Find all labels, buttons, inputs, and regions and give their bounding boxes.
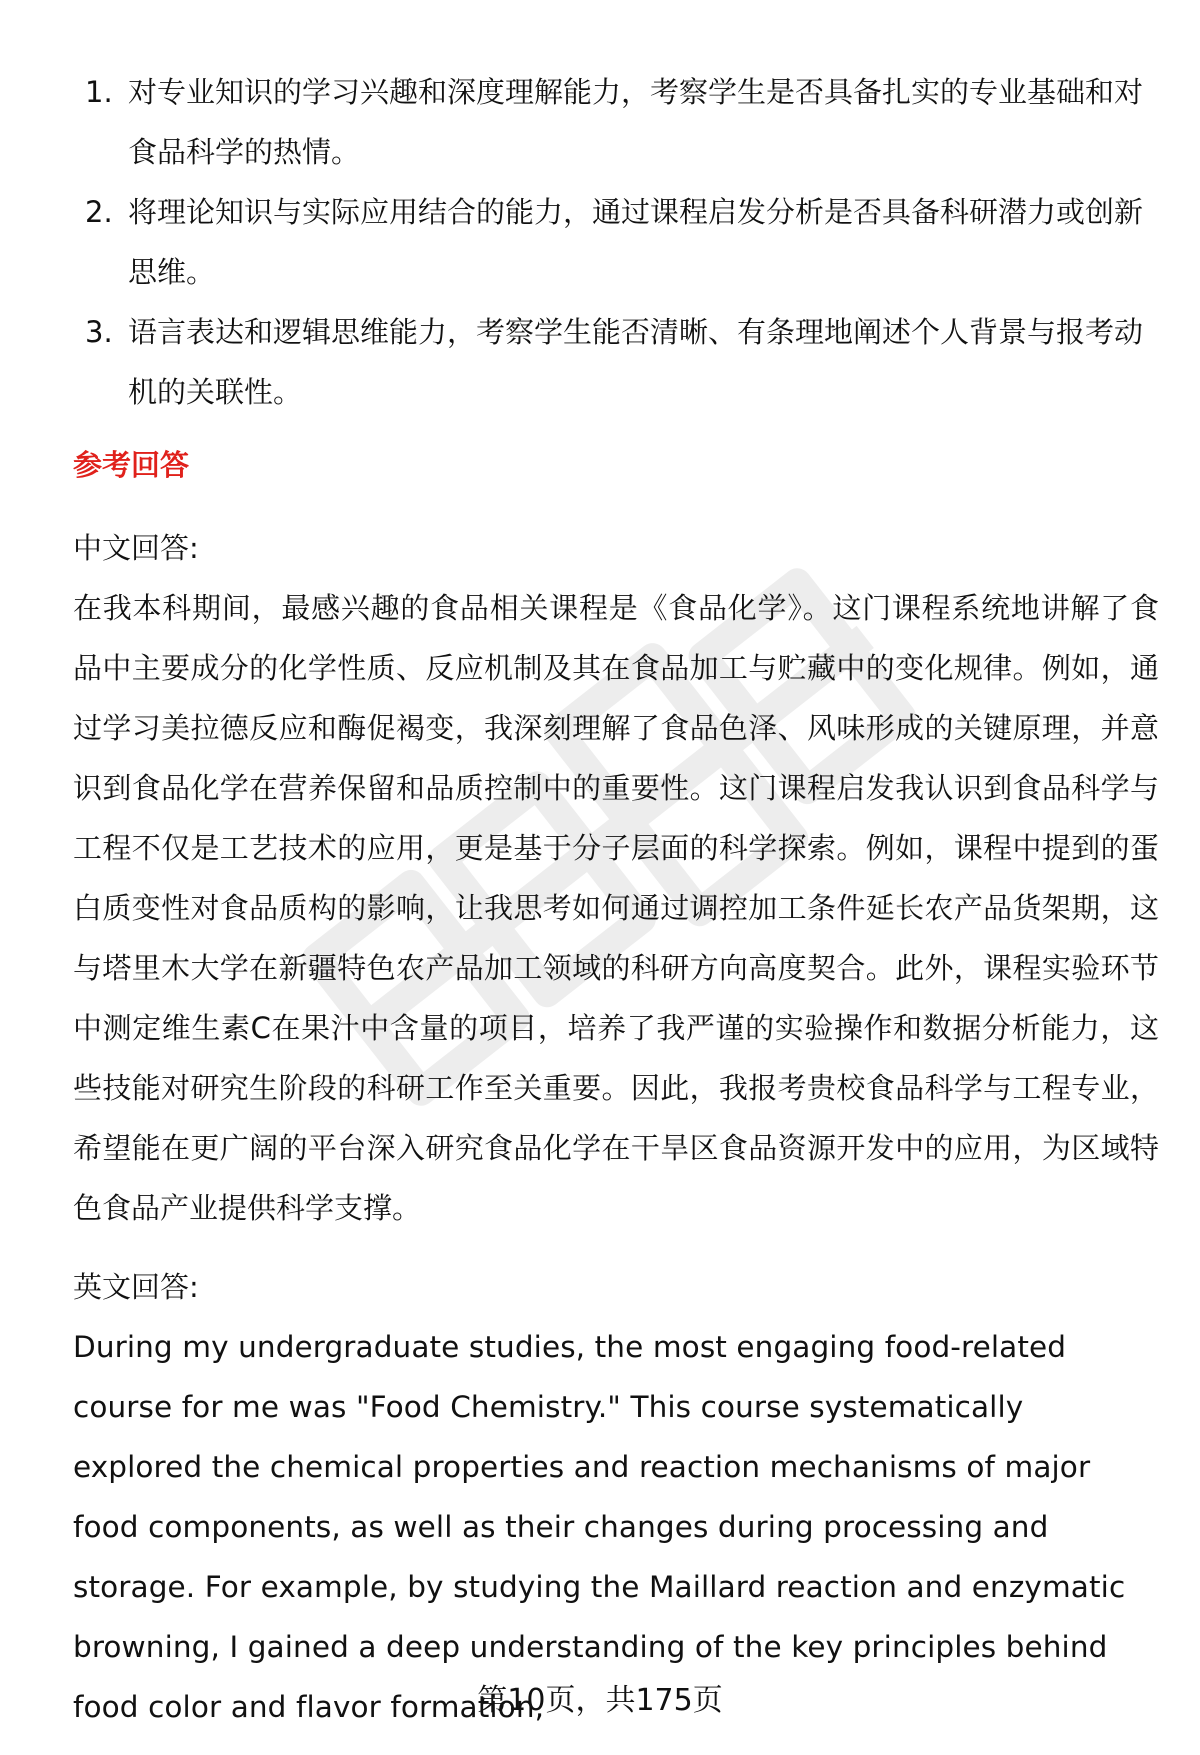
list-item xyxy=(75,182,1155,302)
page-number-footer: 第10页，共175页 xyxy=(477,1683,723,1718)
chinese-answer-label: 中文回答: xyxy=(73,531,199,565)
list-number: 2. xyxy=(85,195,113,229)
english-answer-paragraph: During my undergraduate studies, the most engaging food-related course for me was "Food Chemistry." This course systematically explored the chemical properties and reaction mechanisms of major food components, as well as their changes during processing and storage. For example, by studying the Maillard reaction and enzymatic browning, I gained a deep understanding of the key principles behind food color and flavor formation, xyxy=(73,1330,1126,1724)
list-item-text: 对专业知识的学习兴趣和深度理解能力，考察学生是否具备扎实的专业基础和对食品科学的热情。 xyxy=(128,75,1144,169)
list-item-text: 语言表达和逻辑思维能力，考察学生能否清晰、有条理地阐述个人背景与报考动机的关联性。 xyxy=(128,315,1144,409)
list-item-text: 将理论知识与实际应用结合的能力，通过课程启发分析是否具备科研潜力或创新思维。 xyxy=(128,195,1144,289)
criteria-list xyxy=(75,62,1155,422)
list-item xyxy=(75,62,1155,182)
list-number: 1. xyxy=(85,75,113,109)
list-number: 3. xyxy=(85,315,113,349)
section-heading: 参考回答 xyxy=(73,448,190,482)
chinese-answer-paragraph: 在我本科期间，最感兴趣的食品相关课程是《食品化学》。这门课程系统地讲解了食品中主要成分的化学性质、反应机制及其在食品加工与贮藏中的变化规律。例如，通过学习美拉德反应和酶促褐变，我深刻理解了食品色泽、风味形成的关键原理，并意识到食品化学在营养保留和品质控制中的重要性。这门课程启发我认识到食品科学与工程不仅是工艺技术的应用，更是基于分子层面的科学探索。例如，课程中提到的蛋白质变性对食品质构的影响，让我思考如何通过调控加工条件延长农产品货架期，这与塔里木大学在新疆特色农产品加工领域的科研方向高度契合。此外，课程实验环节中测定维生素C在果汁中含量的项目，培养了我严谨的实验操作和数据分析能力，这些技能对研究生阶段的科研工作至关重要。因此，我报考贵校食品科学与工程专业，希望能在更广阔的平台深入研究食品化学在干旱区食品资源开发中的应用，为区域特色食品产业提供科学支撑。 xyxy=(73,591,1159,1225)
list-item xyxy=(75,302,1155,422)
english-answer-label: 英文回答: xyxy=(73,1270,199,1304)
